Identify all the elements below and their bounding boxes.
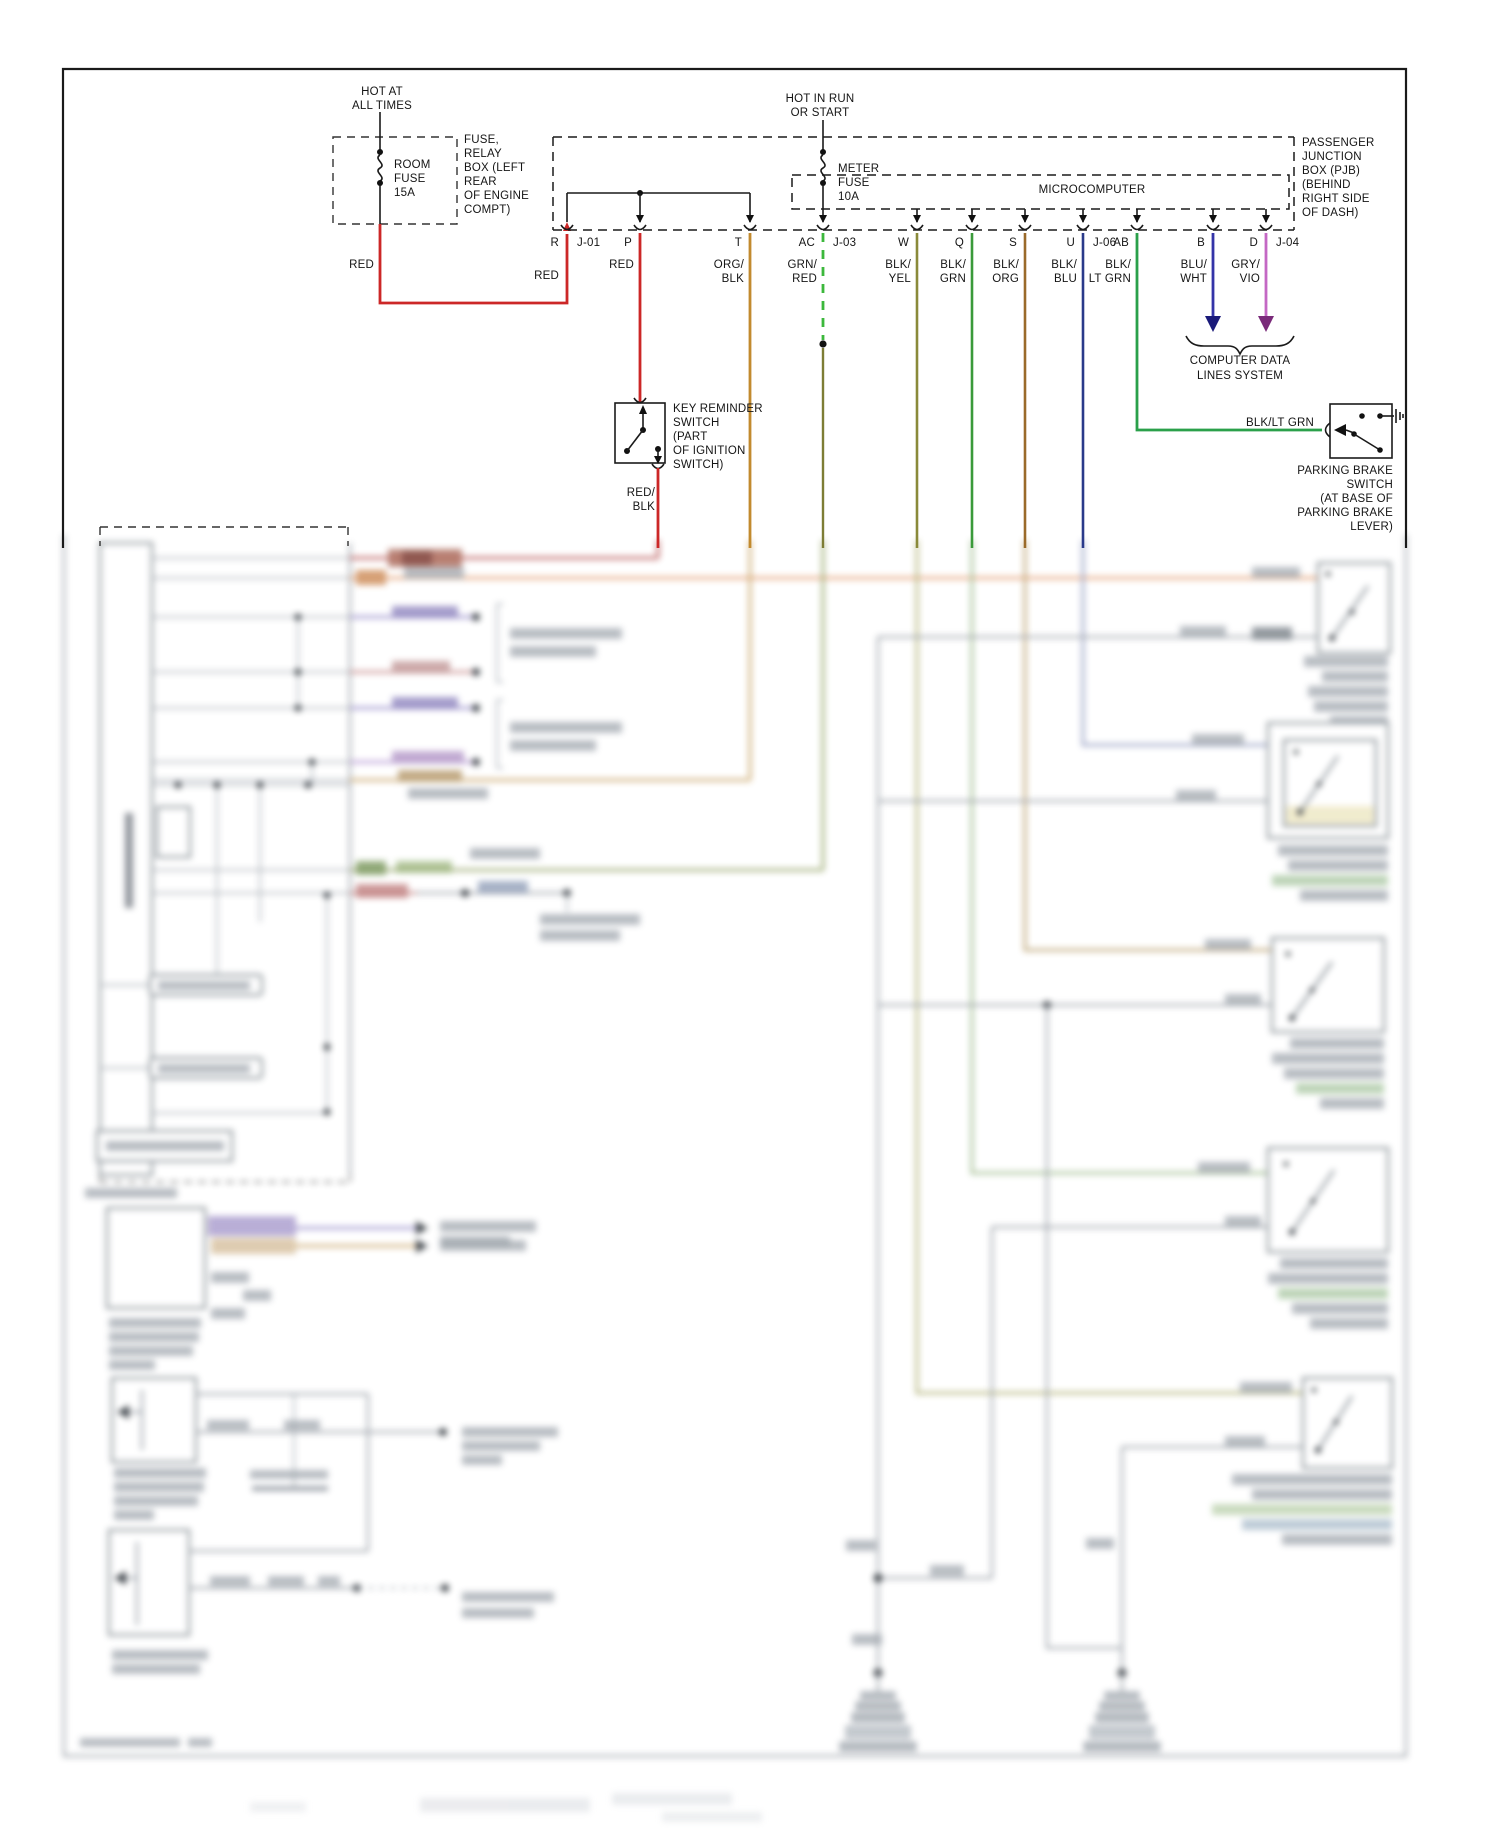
fuse-relay-box-label: BOX (LEFT bbox=[464, 162, 526, 174]
wire-color-blk-lt-grn-inline: BLK/LT GRN bbox=[1245, 417, 1314, 429]
connector-cups bbox=[561, 225, 1272, 230]
arrow-down-icon bbox=[1258, 316, 1274, 332]
hot-in-run-label: OR START bbox=[790, 107, 850, 119]
pin-q: Q bbox=[954, 237, 964, 249]
fuse-relay-box-label: OF ENGINE bbox=[464, 190, 530, 202]
pin-t: T bbox=[734, 237, 742, 249]
wire-color-red: RED bbox=[609, 259, 634, 271]
connector-j04: J-04 bbox=[1276, 237, 1300, 249]
parking-brake-label: SWITCH bbox=[1346, 479, 1393, 491]
key-reminder-label: OF IGNITION bbox=[673, 445, 746, 457]
wire-color-blk-lt-grn: BLK/ bbox=[1105, 259, 1131, 271]
parking-brake-switch bbox=[1137, 233, 1403, 533]
pin-u: U bbox=[1066, 237, 1075, 249]
connector-j06: J-06 bbox=[1093, 237, 1117, 249]
wire-color-blk-org: BLK/ bbox=[993, 259, 1019, 271]
arrow-down-icon bbox=[746, 215, 754, 223]
meter-fuse-label: METER bbox=[838, 163, 880, 175]
wire-color-blk-grn: GRN bbox=[939, 273, 966, 285]
parking-brake-label: PARKING BRAKE bbox=[1297, 465, 1393, 477]
pjb-label: JUNCTION bbox=[1302, 151, 1362, 163]
microcomputer-pin-drops bbox=[913, 209, 1270, 223]
arrow-left-icon bbox=[1334, 424, 1346, 436]
wire-color-gry-vio: VIO bbox=[1239, 273, 1260, 285]
parking-brake-label: PARKING BRAKE bbox=[1297, 507, 1393, 519]
ground-icon bbox=[1396, 409, 1403, 423]
key-reminder-label: (PART bbox=[673, 431, 708, 443]
pjb-label: (BEHIND bbox=[1302, 179, 1351, 191]
wire-color-blu-wht: BLU/ bbox=[1180, 259, 1207, 271]
microcomputer-label: MICROCOMPUTER bbox=[1038, 184, 1146, 196]
connector-cup-icon bbox=[652, 464, 664, 469]
pjb-label: OF DASH) bbox=[1302, 207, 1359, 219]
wire-color-grn-red: GRN/ bbox=[787, 259, 817, 271]
pin-s: S bbox=[1009, 237, 1017, 249]
wire-color-blk-lt-grn: LT GRN bbox=[1088, 273, 1131, 285]
meter-fuse-label: 10A bbox=[838, 191, 860, 203]
fuse-icon bbox=[378, 155, 382, 181]
pin-letters bbox=[550, 237, 1299, 249]
computer-data-lines-ref bbox=[1186, 233, 1294, 382]
pin-r: R bbox=[550, 237, 559, 249]
connector-j01: J-01 bbox=[577, 237, 601, 249]
wire-color-red: RED bbox=[349, 259, 374, 271]
arrow-down-icon bbox=[819, 215, 827, 223]
key-reminder-switch bbox=[615, 398, 763, 548]
red-feed-wire bbox=[349, 222, 571, 303]
pjb-label: PASSENGER bbox=[1302, 137, 1375, 149]
cluster-dashed-top bbox=[100, 527, 348, 546]
parking-brake-label: LEVER) bbox=[1350, 521, 1393, 533]
pin-ac: AC bbox=[798, 237, 815, 249]
wire-color-blk-grn: BLK/ bbox=[940, 259, 966, 271]
brace-icon bbox=[1186, 336, 1294, 354]
wire-color-gry-vio: GRY/ bbox=[1231, 259, 1260, 271]
pin-ab: AB bbox=[1113, 237, 1129, 249]
hot-at-all-times-label: HOT AT bbox=[361, 86, 403, 98]
wire-color-labels bbox=[609, 259, 1260, 285]
pin-w: W bbox=[897, 237, 909, 249]
wire-color-red-blk: RED/ bbox=[626, 487, 655, 499]
wire-color-grn-red: RED bbox=[792, 273, 817, 285]
arrow-down-icon bbox=[1205, 316, 1221, 332]
wire-color-blk-yel: BLK/ bbox=[885, 259, 911, 271]
connector-j03: J-03 bbox=[833, 237, 857, 249]
fuse-relay-box-label: RELAY bbox=[464, 148, 502, 160]
pjb-label: RIGHT SIDE bbox=[1302, 193, 1370, 205]
fuse-relay-box-label: COMPT) bbox=[464, 204, 511, 216]
fuse-relay-box bbox=[333, 86, 529, 224]
wire-color-red-blk: BLK bbox=[632, 501, 655, 513]
fuse-relay-box-label: FUSE, bbox=[464, 134, 499, 146]
meter-fuse bbox=[786, 93, 880, 222]
hot-in-run-label: HOT IN RUN bbox=[785, 93, 855, 105]
wire-color-blk-org: ORG bbox=[992, 273, 1019, 285]
arrow-down-icon bbox=[636, 215, 644, 223]
hot-at-all-times-label: ALL TIMES bbox=[352, 100, 412, 112]
fuse-icon bbox=[821, 155, 825, 181]
wire-color-org-blk: BLK bbox=[721, 273, 744, 285]
meter-fuse-label: FUSE bbox=[838, 177, 870, 189]
computer-data-label: COMPUTER DATA bbox=[1189, 355, 1291, 367]
wire-color-red: RED bbox=[534, 270, 559, 282]
fuse-relay-box-label: REAR bbox=[464, 176, 497, 188]
room-fuse-label: FUSE bbox=[394, 173, 426, 185]
key-reminder-label: SWITCH) bbox=[673, 459, 724, 471]
wire-color-blk-blu: BLU bbox=[1054, 273, 1077, 285]
pin-p: P bbox=[624, 237, 632, 249]
room-fuse-label: ROOM bbox=[394, 159, 431, 171]
wire-color-blu-wht: WHT bbox=[1180, 273, 1207, 285]
key-reminder-label: KEY REMINDER bbox=[673, 403, 763, 415]
pin-d: D bbox=[1249, 237, 1258, 249]
parking-brake-label: (AT BASE OF bbox=[1320, 493, 1393, 505]
wire-color-blk-blu: BLK/ bbox=[1051, 259, 1077, 271]
key-reminder-label: SWITCH bbox=[673, 417, 720, 429]
room-fuse-label: 15A bbox=[394, 187, 416, 199]
pjb-internal-bus bbox=[567, 190, 827, 223]
arrow-up-icon bbox=[639, 405, 647, 414]
passenger-junction-box bbox=[553, 137, 1375, 230]
computer-data-label: LINES SYSTEM bbox=[1196, 370, 1284, 382]
wire-color-blk-yel: YEL bbox=[888, 273, 911, 285]
pin-b: B bbox=[1197, 237, 1205, 249]
diagram-border bbox=[63, 69, 1406, 548]
wire-color-org-blk: ORG/ bbox=[713, 259, 744, 271]
pjb-label: BOX (PJB) bbox=[1302, 165, 1361, 177]
